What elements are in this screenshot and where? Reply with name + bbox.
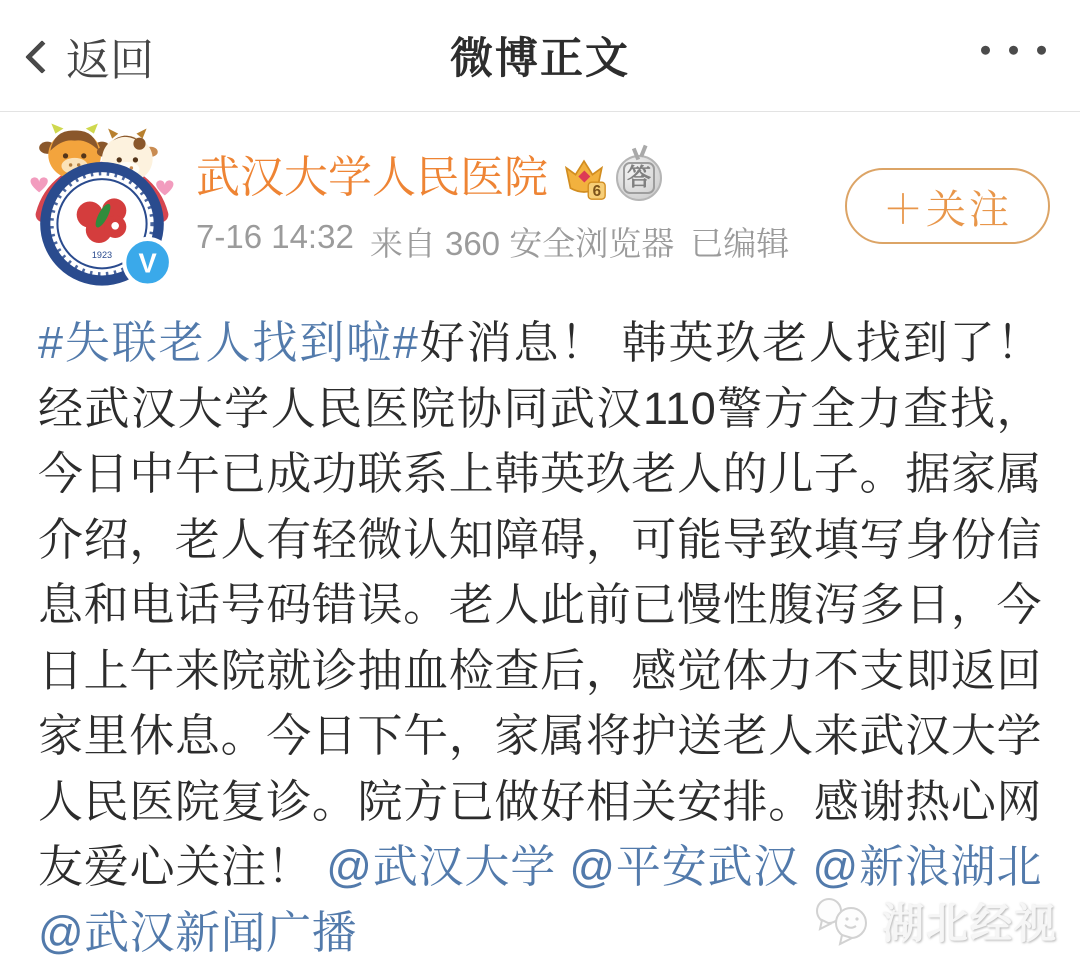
post-time: 7-16 14:32: [196, 218, 354, 255]
back-chevron-icon: [25, 40, 59, 74]
vip-crown-badge: [562, 156, 606, 200]
more-dots-icon: [1009, 45, 1018, 54]
post-text: [556, 841, 569, 892]
medal-ribbon: [632, 148, 640, 161]
qa-medal-badge: 答: [616, 155, 662, 201]
more-dots-icon: [1037, 45, 1046, 54]
user-name[interactable]: 武汉大学人民医院: [196, 153, 548, 202]
hospital-logo-avatar: [26, 120, 178, 288]
founding-year: 1923: [91, 250, 113, 261]
mention-link[interactable]: @武汉新闻广播: [38, 906, 358, 958]
watermark: [812, 891, 1058, 951]
post-source: 来自 360 安全浏览器: [369, 225, 675, 262]
page-title: 微博正文: [450, 35, 630, 83]
follow-button[interactable]: ＋关注: [845, 168, 1050, 244]
hashtag-link[interactable]: #失联老人找到啦#: [38, 317, 419, 368]
post-content: [0, 304, 1080, 965]
svg-text:6: 6: [592, 182, 602, 200]
author-header: [0, 112, 1080, 304]
watermark-text: 湖北经视: [881, 900, 1058, 947]
mention-link[interactable]: @武汉大学: [326, 841, 557, 892]
post-text: 好消息！ 韩英玖老人找到了！经武汉大学人民医院协同武汉110警方全力查找，今日中午已成功联系上韩英玖老人的儿子。据家属介绍，老人有轻微认知障碍，可能导致填写身份信息和电话号码错误。老人此前已慢性腹泻多日，今日上午来院就诊抽血检查后，感觉体力不支即返回家里休息。今日下午，家属将护送老人来武汉大学人民医院复诊。院方已做好相关安排。感谢热心网友爱心关注！: [38, 317, 1042, 892]
post-meta: [196, 218, 789, 265]
post-text: [799, 841, 812, 892]
more-options-button[interactable]: [981, 35, 1046, 64]
author-info: [196, 152, 789, 265]
avatar[interactable]: [26, 120, 178, 288]
mention-link[interactable]: @平安武汉: [569, 841, 800, 892]
back-label: 返回: [66, 35, 154, 85]
verified-badge: [124, 239, 171, 286]
back-button[interactable]: [30, 0, 154, 111]
mention-link[interactable]: @新浪湖北: [812, 841, 1042, 892]
nav-bar: [0, 0, 1080, 112]
svg-text:V: V: [138, 247, 157, 279]
tv-station-logo-icon: [812, 894, 876, 948]
edited-label: 已编辑: [690, 225, 790, 262]
more-dots-icon: [981, 45, 990, 54]
